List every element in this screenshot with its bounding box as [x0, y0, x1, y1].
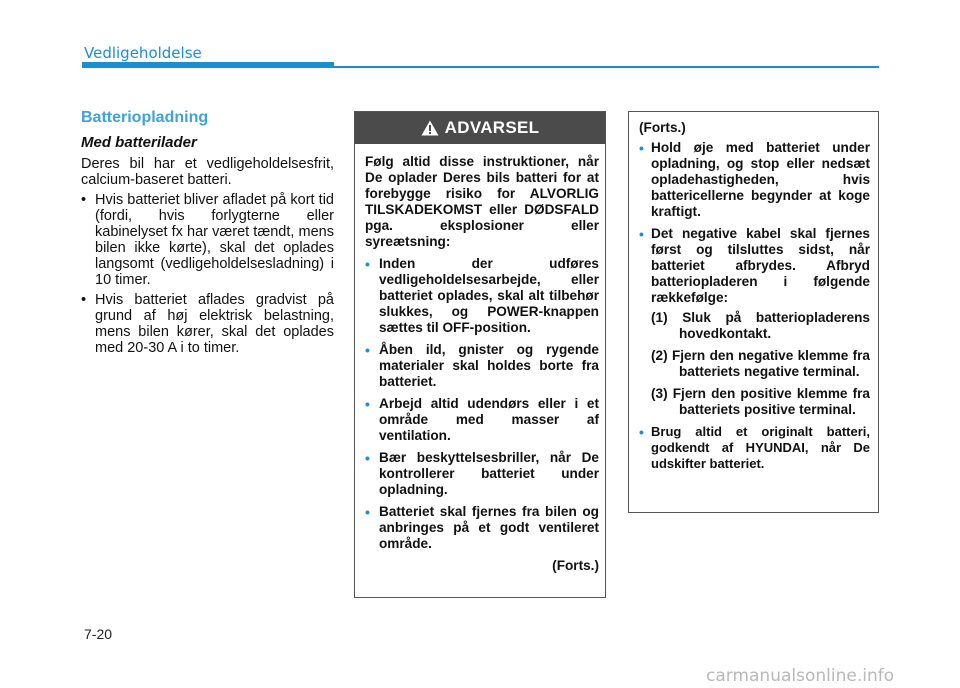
- continued-warning-box: [628, 111, 879, 513]
- list-item: • Hvis batteriet aflades gradvist på grund af høj elektrisk belastning, mens bilen kører, skal det oplades med 20-30 A i to timer.: [81, 292, 334, 356]
- step-item: (1) Sluk på batteriopladerens hovedkontakt.: [651, 310, 870, 341]
- step-item: (3) Fjern den positive klemme fra batteriets positive terminal.: [651, 386, 870, 417]
- list-item: • Batteriet skal fjernes fra bilen og anbringes på et godt ventileret område.: [365, 504, 599, 551]
- warning-box: [354, 111, 606, 598]
- intro-paragraph: Deres bil har et vedligeholdelsesfrit, calcium-baseret batteri.: [81, 156, 334, 188]
- section-heading: Batteriopladning: [81, 109, 209, 126]
- list-item: • Det negative kabel skal fjernes først og tilsluttes sidst, når batteriet afbrydes. Afbryd batteriopladeren i følgende rækkefølge: (1) Sluk på batteriopladerens hovedkontakt. (2) Fjern den negative klemme fra batteriets negative terminal. (3) Fjern den positive klemme fra batteriets positive terminal.: [639, 226, 870, 417]
- continued-label: (Forts.): [552, 558, 599, 573]
- warning-triangle-icon: [421, 120, 439, 136]
- list-item: • Åben ild, gnister og rygende materialer skal holdes borte fra batteriet.: [365, 342, 599, 389]
- header-rule-thin: [334, 66, 879, 68]
- section-label: Vedligeholdelse: [84, 44, 202, 62]
- list-item: • Arbejd altid udendørs eller i et område med masser af ventilation.: [365, 396, 599, 443]
- list-item: • Hold øje med batteriet under opladning, og stop eller nedsæt opladehastigheden, hvis battericellerne begynder at koge kraftigt.: [639, 140, 870, 219]
- warning-intro: Følg altid disse instruktioner, når De oplader Deres bils batteri for at forebygge risiko for ALVORLIG TILSKADEKOMST eller DØDSFALD pga. eksplosioner eller syreætsning:: [365, 154, 599, 249]
- list-item: • Brug altid et originalt batteri, godkendt af HYUNDAI, når De udskifter batteriet.: [639, 424, 870, 471]
- subheading: Med batterilader: [81, 134, 197, 151]
- list-item: • Inden der udføres vedligeholdelsesarbejde, eller batteriet oplades, skal alt tilbehør slukkes, og POWER-knappen sættes til OFF-position.: [365, 256, 599, 335]
- watermark: carmanualsonline.info: [706, 666, 895, 686]
- warning-body: [355, 144, 605, 573]
- step-list: [651, 310, 870, 418]
- list-item: • Bær beskyttelsesbriller, når De kontrollerer batteriet under opladning.: [365, 450, 599, 497]
- warning-header: [355, 112, 605, 144]
- bullet-list: [81, 192, 334, 356]
- warning-title: ADVARSEL: [444, 118, 540, 137]
- warning-list: [365, 256, 599, 552]
- left-column: [81, 108, 334, 360]
- continued-label: (Forts.): [639, 120, 686, 135]
- list-item: • Hvis batteriet bliver afladet på kort tid (fordi, hvis forlygterne eller kabinelyset fx har været tændt, mens bilen ikke kørte), skal det oplades langsomt (vedligeholdelsesladning) i 10 timer.: [81, 192, 334, 288]
- step-item: (2) Fjern den negative klemme fra batteriets negative terminal.: [651, 348, 870, 379]
- header-rule-thick: [82, 62, 334, 68]
- continued-list: [639, 140, 870, 472]
- page-number: 7-20: [84, 626, 113, 642]
